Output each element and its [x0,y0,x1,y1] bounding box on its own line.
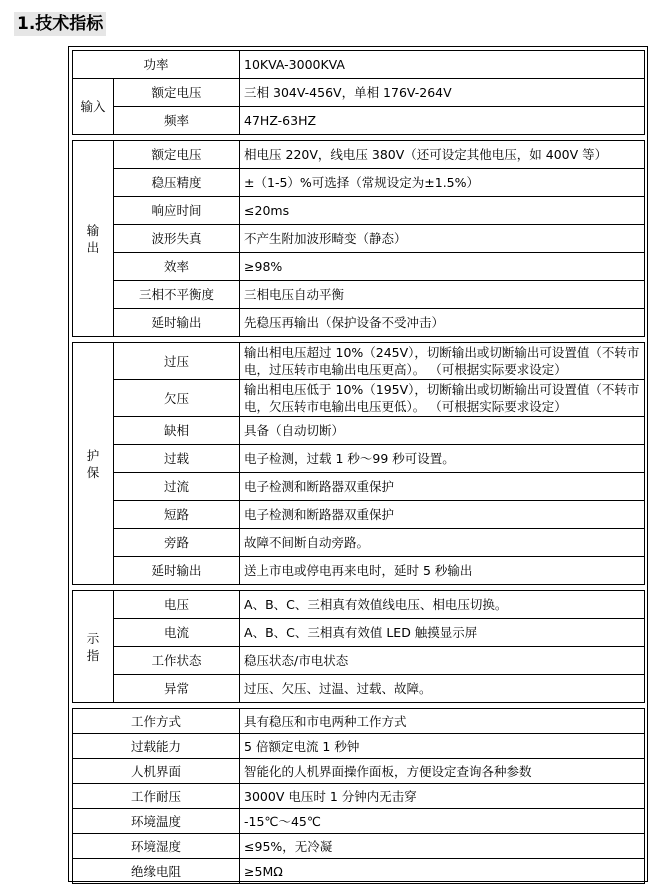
spec-value: ±（1-5）%可选择（常规设定为±1.5%） [240,169,645,197]
spec-label: 短路 [114,501,240,529]
table-row [73,619,645,647]
table-row [73,417,645,445]
spec-label: 额定电压 [114,79,240,107]
table-row [73,281,645,309]
spec-value: 不产生附加波形畸变（静态） [240,225,645,253]
spec-value: 电子检测和断路器双重保护 [240,473,645,501]
spec-label: 波形失真 [114,225,240,253]
spec-label: 环境温度 [73,809,240,834]
spec-label: 稳压精度 [114,169,240,197]
spec-value: 具有稳压和市电两种工作方式 [240,709,645,734]
table-row [73,529,645,557]
group-char: 输 [86,222,100,238]
spec-label: 过载能力 [73,734,240,759]
spec-value: 电子检测和断路器双重保护 [240,501,645,529]
spec-value: A、B、C、三相真有效值 LED 触摸显示屏 [240,619,645,647]
table-row [73,859,645,884]
section-heading: 1.技术指标 [14,12,106,36]
table-row [73,501,645,529]
spec-label: 过载 [114,445,240,473]
table-row [73,675,645,703]
spec-label: 欠压 [114,380,240,417]
spec-label: 工作耐压 [73,784,240,809]
spec-value: 5 倍额定电流 1 秒钟 [240,734,645,759]
spec-value: ≥98% [240,253,645,281]
table-row [73,473,645,501]
spec-label: 延时输出 [114,557,240,585]
table-row [73,591,645,619]
table-row [73,445,645,473]
group-label-input: 输入 [73,79,114,135]
table-row [73,734,645,759]
spec-label: 延时输出 [114,309,240,337]
spec-value: 相电压 220V，线电压 380V（还可设定其他电压，如 400V 等） [240,141,645,169]
spec-value: 3000V 电压时 1 分钟内无击穿 [240,784,645,809]
spec-label: 电流 [114,619,240,647]
group-label-output [73,141,114,337]
spec-label: 异常 [114,675,240,703]
table-row [73,107,645,135]
group-char: 护 [86,447,100,463]
table-row [73,834,645,859]
table-row [73,51,645,79]
spec-label: 电压 [114,591,240,619]
spec-label: 响应时间 [114,197,240,225]
table-row [73,79,645,107]
spec-value: ≥5MΩ [240,859,645,884]
spec-value: 送上市电或停电再来电时，延时 5 秒输出 [240,557,645,585]
spec-label: 绝缘电阻 [73,859,240,884]
spec-value: 具备（自动切断） [240,417,645,445]
table-row [73,809,645,834]
spec-value: 过压、欠压、过温、过载、故障。 [240,675,645,703]
spec-value: 先稳压再输出（保护设备不受冲击） [240,309,645,337]
table-row [73,709,645,734]
spec-label: 过压 [114,343,240,380]
spec-value: 稳压状态/市电状态 [240,647,645,675]
group-char: 保 [86,464,100,480]
group-char: 示 [86,630,100,646]
spec-label: 过流 [114,473,240,501]
group-char: 出 [86,239,100,255]
spec-label: 频率 [114,107,240,135]
table-row [73,197,645,225]
group-label-protection [73,343,114,585]
table-row [73,784,645,809]
spec-value: ≤20ms [240,197,645,225]
spec-value: 三相 304V-456V，单相 176V-264V [240,79,645,107]
spec-value: 故障不间断自动旁路。 [240,529,645,557]
spec-value: 输出相电压低于 10%（195V），切断输出或切断输出可设置值（不转市电，欠压转市电输出电压更低）。 （可根据实际要求设定） [240,380,645,417]
spec-value: 三相电压自动平衡 [240,281,645,309]
spec-table [72,50,645,884]
spec-value: 输出相电压超过 10%（245V），切断输出或切断输出可设置值（不转市电，过压转市电输出电压更高）。 （可根据实际要求设定） [240,343,645,380]
spec-value: ≤95%，无冷凝 [240,834,645,859]
spec-label: 旁路 [114,529,240,557]
table-row [73,309,645,337]
spec-label: 功率 [73,51,240,79]
table-row [73,253,645,281]
spec-label: 三相不平衡度 [114,281,240,309]
spec-value: 智能化的人机界面操作面板，方便设定查询各种参数 [240,759,645,784]
group-label-indication [73,591,114,703]
spec-value: 47HZ-63HZ [240,107,645,135]
spec-label: 工作方式 [73,709,240,734]
spec-label: 缺相 [114,417,240,445]
table-row [73,380,645,417]
table-row [73,343,645,380]
spec-value: 10KVA-3000KVA [240,51,645,79]
spec-value: A、B、C、三相真有效值线电压、相电压切换。 [240,591,645,619]
table-row [73,557,645,585]
spec-label: 工作状态 [114,647,240,675]
table-row [73,225,645,253]
spec-table-frame [68,46,648,882]
spec-label: 额定电压 [114,141,240,169]
spec-label: 人机界面 [73,759,240,784]
table-row [73,169,645,197]
spec-value: 电子检测，过载 1 秒～99 秒可设置。 [240,445,645,473]
table-row [73,141,645,169]
table-row [73,759,645,784]
group-char: 指 [86,647,100,663]
spec-label: 环境湿度 [73,834,240,859]
spec-label: 效率 [114,253,240,281]
spec-value: -15℃～45℃ [240,809,645,834]
table-row [73,647,645,675]
